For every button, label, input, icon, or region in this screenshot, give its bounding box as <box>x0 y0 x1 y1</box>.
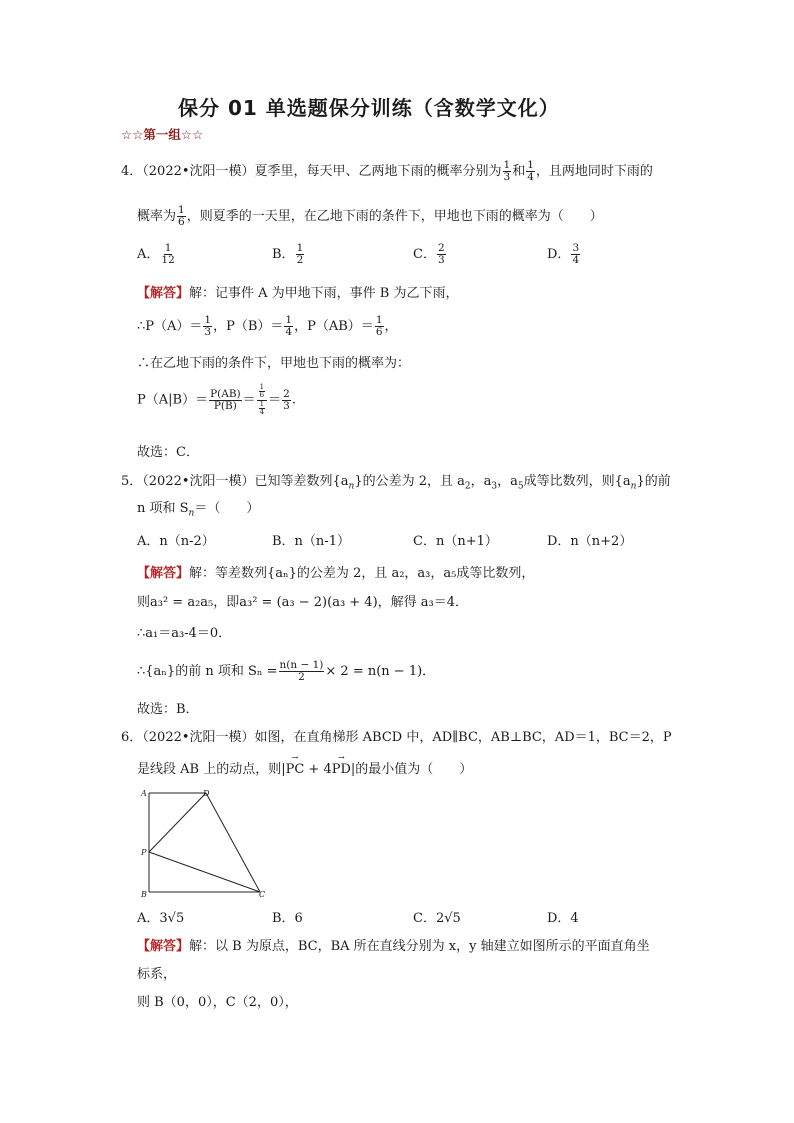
group-label: ☆☆第一组☆☆ <box>121 127 204 142</box>
q4-option-b[interactable]: B． $\frac{1}{2}$ <box>272 242 304 267</box>
trapezoid-figure <box>137 785 272 900</box>
q5-solution-line1: 【解答】解：等差数列{aₙ}的公差为 2，且 a₂，a₃，a₅成等比数列， <box>137 566 535 581</box>
segment-pc <box>149 852 260 892</box>
q4-option-c[interactable]: C． $\frac{2}{3}$ <box>413 242 445 267</box>
q6-solution-line2: 标系， <box>137 967 177 982</box>
q4-option-d[interactable]: D． $\frac{3}{4}$ <box>547 242 580 267</box>
q5-option-c[interactable]: C．n（n+1） <box>413 534 498 549</box>
q4-option-a[interactable]: A． $\frac{1}{12}$ <box>137 242 175 267</box>
q6-stem-line1: 6．（2022•沈阳一模）如图，在直角梯形 ABCD 中，AD∥BC，AB⊥BC，AD＝1，BC＝2，P <box>121 730 672 745</box>
q6-option-d[interactable]: D．4 <box>547 911 579 926</box>
q6-option-c[interactable]: C．2√5 <box>413 911 461 926</box>
q5-solution-line2: 则a₃² = a₂a₅，即a₃² = (a₃ − 2)(a₃ + 4)，解得 a₃＝4． <box>137 595 469 610</box>
q5-solution-line3: ∴a₁＝a₃-4＝0． <box>137 626 232 641</box>
q4-stem-line1: 4．（2022•沈阳一模）夏季里，每天甲、乙两地下雨的概率分别为 $\frac{1}{3}$ 和 $\frac{1}{4}$ ，且两地同时下雨的 <box>121 159 653 184</box>
q4-solution-line3: ∴在乙地下雨的条件下，甲地也下雨的概率为： <box>137 356 411 371</box>
q5-stem-line1: 5．（2022•沈阳一模）已知等差数列$\{a_n\}$的公差为 2，且 $a_2$，$a_3$，$a_5$成等比数列，则$\{a_n\}$的前 <box>121 474 671 492</box>
answer-tag: 【解答】 <box>137 566 190 581</box>
q6-solution-line3: 则 B（0，0），C（2，0）， <box>137 995 298 1010</box>
label-d: D <box>203 789 210 798</box>
q6-stem-line2: 是线段 AB 上的动点，则|→ PC + 4→ PD|的最小值为（ ） <box>137 763 472 776</box>
q5-stem-line2: n 项和 $S_n=$（ ） <box>137 501 260 519</box>
label-p: P <box>141 848 147 857</box>
q6-option-a[interactable]: A．3√5 <box>137 911 185 926</box>
label-c: C <box>259 890 266 899</box>
label-a: A <box>141 789 147 798</box>
q4-solution-line2: ∴P（A）＝ $\frac{1}{3}$ ，P（B）＝ $\frac{1}{4}$ ，P（AB）＝ $\frac{1}{6}$ ， <box>137 314 398 339</box>
page-title: 保分 01 单选题保分训练（含数学文化） <box>178 96 560 120</box>
segment-pd <box>149 793 206 852</box>
q4-solution-line1: 【解答】解：记事件 A 为甲地下雨，事件 B 为乙下雨， <box>137 286 459 301</box>
side-dc <box>206 793 260 892</box>
q6-option-b[interactable]: B．6 <box>272 911 303 926</box>
q5-option-b[interactable]: B．n（n-1） <box>272 534 350 549</box>
q5-option-a[interactable]: A．n（n-2） <box>137 534 215 549</box>
q4-stem-line2: 概率为 $\frac{1}{6}$ ，则夏季的一天里，在乙地下雨的条件下，甲地也下雨的概率为（ ） <box>137 204 603 229</box>
answer-tag: 【解答】 <box>137 939 190 954</box>
q5-solution-line4: ∴{aₙ}的前 n 项和 Sₙ = $\frac{n(n - 1)}{2}$ × 2 = n(n − 1)． <box>137 659 436 684</box>
q4-solution-line4: P（A|B）＝ $\frac{P(AB)}{P(B)}$ ＝ $\frac{\frac{1}{6}}{\frac{1}{4}}$ ＝ $\frac{2}{3}$ . <box>137 383 296 417</box>
q5-choice: 故选：B． <box>137 702 199 717</box>
label-b: B <box>141 890 147 899</box>
answer-tag: 【解答】 <box>137 286 190 301</box>
q4-choice: 故选：C． <box>137 445 199 460</box>
q6-solution-line1: 【解答】解：以 B 为原点，BC，BA 所在直线分别为 x，y 轴建立如图所示的平面直角坐 <box>137 939 650 954</box>
q5-option-d[interactable]: D．n（n+2） <box>547 534 633 549</box>
